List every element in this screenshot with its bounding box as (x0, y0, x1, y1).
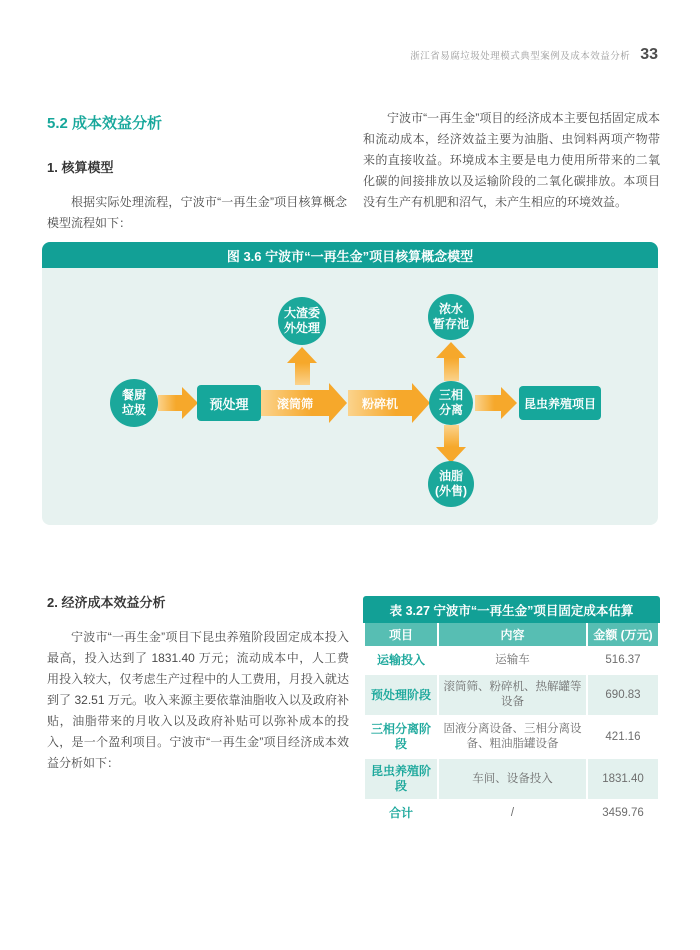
table-header-row (365, 623, 658, 648)
node-label-line: 垃圾 (121, 403, 146, 417)
arrow-label: 滚筒筛 (261, 390, 329, 416)
node-label-line: 大渣委 (283, 306, 320, 320)
left-column (47, 112, 347, 234)
flow-arrow-up-slag (287, 347, 317, 385)
arrow-head-icon (412, 383, 430, 423)
cell-content: 固液分离设备、三相分离设备、粗油脂罐设备 (439, 717, 586, 759)
subsection-2-title: 2. 经济成本效益分析 (47, 595, 166, 610)
table-title: 表 3.27 宁波市“一再生金”项目固定成本估算 (363, 596, 660, 623)
figure-title: 图 3.6 宁波市“一再生金”项目核算概念模型 (42, 242, 658, 268)
flowchart-canvas (42, 268, 658, 525)
col-header-amount: 金额 (万元) (588, 623, 658, 648)
node-pretreatment: 预处理 (197, 385, 261, 421)
arrow-shaft (444, 358, 459, 381)
arrow-shaft (295, 363, 310, 385)
flow-arrow-crusher (348, 383, 430, 423)
cell-amount: 516.37 (588, 648, 658, 675)
node-slag-outsourced (278, 297, 326, 345)
node-label-line: 外处理 (283, 321, 320, 335)
node-kitchen-waste (110, 379, 158, 427)
right-column (363, 108, 660, 213)
col-header-content: 内容 (439, 623, 586, 648)
cell-amount: 1831.40 (588, 759, 658, 801)
table-row-total (365, 801, 658, 828)
running-head: 浙江省易腐垃圾处理模式典型案例及成本效益分析 (410, 51, 631, 62)
flow-arrow-roller-screen (261, 383, 347, 423)
arrow-shaft (475, 395, 501, 411)
node-oil-sold (428, 461, 474, 507)
left-column-section-2 (47, 592, 349, 774)
section-title: 5.2 成本效益分析 (47, 115, 163, 132)
arrow-head-icon (182, 387, 198, 419)
node-label-line: 暂存池 (432, 317, 469, 331)
node-label-line: 浓水 (438, 302, 463, 316)
cell-item: 预处理阶段 (365, 675, 437, 717)
table-row (365, 675, 658, 717)
node-insect-farming: 昆虫养殖项目 (519, 386, 601, 420)
flow-arrow (475, 387, 517, 419)
fixed-cost-table (363, 623, 660, 828)
node-label-line: 油脂 (438, 469, 463, 483)
cell-content: / (439, 801, 586, 828)
node-label-line: 餐厨 (121, 388, 146, 402)
table-row (365, 648, 658, 675)
cell-item: 运输投入 (365, 648, 437, 675)
table-3-27 (363, 596, 660, 828)
cell-content: 运输车 (439, 648, 586, 675)
flow-arrow (158, 387, 198, 419)
table-row (365, 717, 658, 759)
arrow-head-icon (501, 387, 517, 419)
arrow-head-icon (329, 383, 347, 423)
figure-3-6 (42, 242, 658, 525)
cell-content: 滚筒筛、粉碎机、热解罐等设备 (439, 675, 586, 717)
col-header-item: 项目 (365, 623, 437, 648)
arrow-head-icon (436, 342, 466, 358)
flow-arrow-up-water (436, 342, 466, 381)
node-label-line: (外售) (435, 484, 467, 498)
economic-cost-paragraph: 宁波市“一再生金”项目的经济成本主要包括固定成本和流动成本，经济效益主要为油脂、虫饲料两项产物带来的直接收益。环境成本主要是电力使用所带来的二氧化碳的间接排放以及运输阶段的二氧化碳排放。本项目没有生产有机肥和沼气，未产生相应的环境效益。 (363, 111, 660, 209)
node-label-line: 三相 (438, 388, 463, 402)
cell-item: 合计 (365, 801, 437, 828)
arrow-shaft (158, 395, 182, 411)
cell-content: 车间、设备投入 (439, 759, 586, 801)
arrow-head-icon (287, 347, 317, 363)
cell-amount: 421.16 (588, 717, 658, 759)
page-number: 33 (640, 46, 658, 63)
cell-amount: 690.83 (588, 675, 658, 717)
node-label-line: 分离 (438, 403, 463, 417)
cell-item: 三相分离阶段 (365, 717, 437, 759)
subsection-2-paragraph: 宁波市“一再生金”项目下昆虫养殖阶段固定成本投入最高，投入达到了 1831.40 万元；流动成本中，人工费用投入较大，仅考虑生产过程中的人工费用，月投入就达到了 32.51 万元。收入来源主要依靠油脂收入以及政府补贴，油脂带来的月收入以及政府补贴可以弥补成本的投入，是一个盈利项目。宁波市“一再生金”项目经济成本效益分析如下： (47, 630, 349, 770)
flow-arrow-down-oil (436, 425, 466, 463)
cell-amount: 3459.76 (588, 801, 658, 828)
arrow-label: 粉碎机 (348, 390, 412, 416)
page-header (410, 46, 658, 64)
subsection-1-paragraph: 根据实际处理流程，宁波市“一再生金”项目核算概念模型流程如下： (47, 195, 347, 230)
node-water-tank (428, 294, 474, 340)
subsection-1-title: 1. 核算模型 (47, 160, 114, 175)
cell-item: 昆虫养殖阶段 (365, 759, 437, 801)
node-three-phase (429, 381, 473, 425)
table-row (365, 759, 658, 801)
arrow-shaft (444, 425, 459, 447)
